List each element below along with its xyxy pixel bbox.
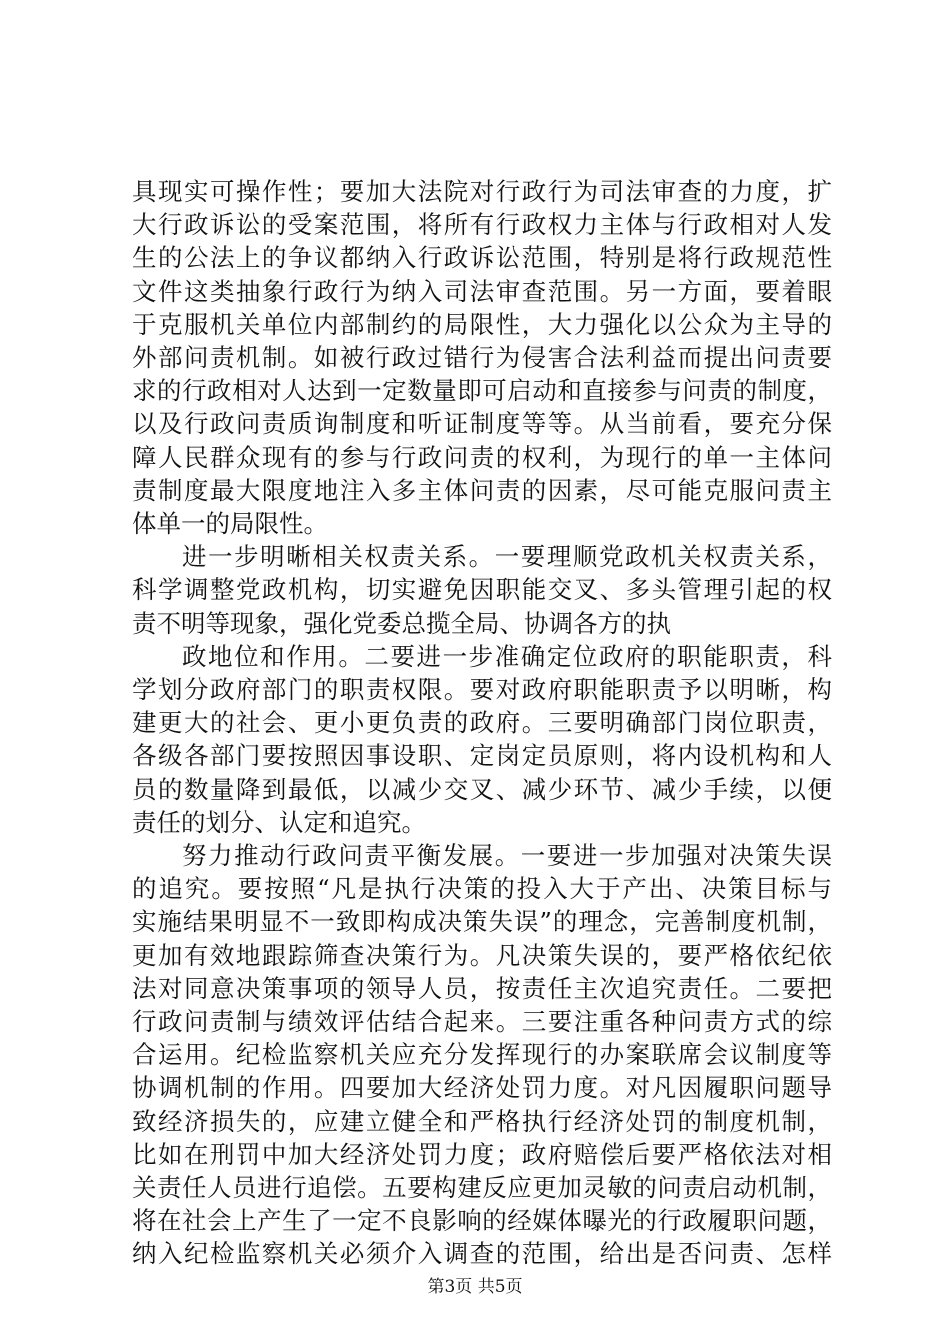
text-line: 实施结果明显不一致即构成决策失误”的理念，完善制度机制， <box>132 907 832 936</box>
text-line: 体单一的局限性。 <box>132 509 328 538</box>
text-line: 求的行政相对人达到一定数量即可启动和直接参与问责的制度， <box>132 376 832 405</box>
text-line: 文件这类抽象行政行为纳入司法审查范围。另一方面，要着眼 <box>132 277 832 306</box>
text-line: 政地位和作用。二要进一步准确定位政府的职能职责，科 <box>182 642 832 671</box>
text-line: 责不明等现象，强化党委总揽全局、协调各方的执 <box>132 609 671 638</box>
text-line: 科学调整党政机构，切实避免因职能交叉、多头管理引起的权 <box>132 575 832 604</box>
text-line: 学划分政府部门的职责权限。要对政府职能职责予以明晰，构 <box>132 675 832 704</box>
text-line: 纳入纪检监察机关必须介入调查的范围，给出是否问责、怎样 <box>132 1239 832 1268</box>
text-line: 合运用。纪检监察机关应充分发挥现行的办案联席会议制度等 <box>132 1040 832 1069</box>
text-line: 行政问责制与绩效评估结合起来。三要注重各种问责方式的综 <box>132 1007 832 1036</box>
text-line: 法对同意决策事项的领导人员，按责任主次追究责任。二要把 <box>132 974 832 1003</box>
text-line: 外部问责机制。如被行政过错行为侵害合法利益而提出问责要 <box>132 343 832 372</box>
text-line: 的追究。要按照“凡是执行决策的投入大于产出、决策目标与 <box>132 874 832 903</box>
text-line: 生的公法上的争议都纳入行政诉讼范围，特别是将行政规范性 <box>132 243 832 272</box>
text-line: 关责任人员进行追偿。五要构建反应更加灵敏的问责启动机制， <box>132 1173 832 1202</box>
page-number-footer: 第3页 共5页 <box>427 1277 523 1297</box>
text-line: 各级各部门要按照因事设职、定岗定员原则，将内设机构和人 <box>132 741 832 770</box>
text-line: 将在社会上产生了一定不良影响的经媒体曝光的行政履职问题， <box>132 1206 832 1235</box>
text-line: 比如在刑罚中加大经济处罚力度；政府赔偿后要严格依法对相 <box>132 1140 832 1169</box>
text-line: 具现实可操作性；要加大法院对行政行为司法审查的力度，扩 <box>132 177 832 206</box>
text-line: 大行政诉讼的受案范围，将所有行政权力主体与行政相对人发 <box>132 210 832 239</box>
text-line: 建更大的社会、更小更负责的政府。三要明确部门岗位职责， <box>132 708 832 737</box>
text-line: 障人民群众现有的参与行政问责的权利，为现行的单一主体问 <box>132 443 832 472</box>
text-line: 责制度最大限度地注入多主体问责的因素，尽可能克服问责主 <box>132 476 832 505</box>
paragraph-heading-line: 进一步明晰相关权责关系。一要理顺党政机关权责关系， <box>182 542 832 571</box>
text-line: 协调机制的作用。四要加大经济处罚力度。对凡因履职问题导 <box>132 1073 832 1102</box>
text-line: 以及行政问责质询制度和听证制度等等。从当前看，要充分保 <box>132 409 832 438</box>
text-line: 责任的划分、认定和追究。 <box>132 808 426 837</box>
text-line: 更加有效地跟踪筛查决策行为。凡决策失误的，要严格依纪依 <box>132 941 832 970</box>
text-line: 于克服机关单位内部制约的局限性，大力强化以公众为主导的 <box>132 310 832 339</box>
text-line: 员的数量降到最低，以减少交叉、减少环节、减少手续，以便 <box>132 775 832 804</box>
text-line: 致经济损失的，应建立健全和严格执行经济处罚的制度机制， <box>132 1107 832 1136</box>
paragraph-heading-line: 努力推动行政问责平衡发展。一要进一步加强对决策失误 <box>182 841 832 870</box>
